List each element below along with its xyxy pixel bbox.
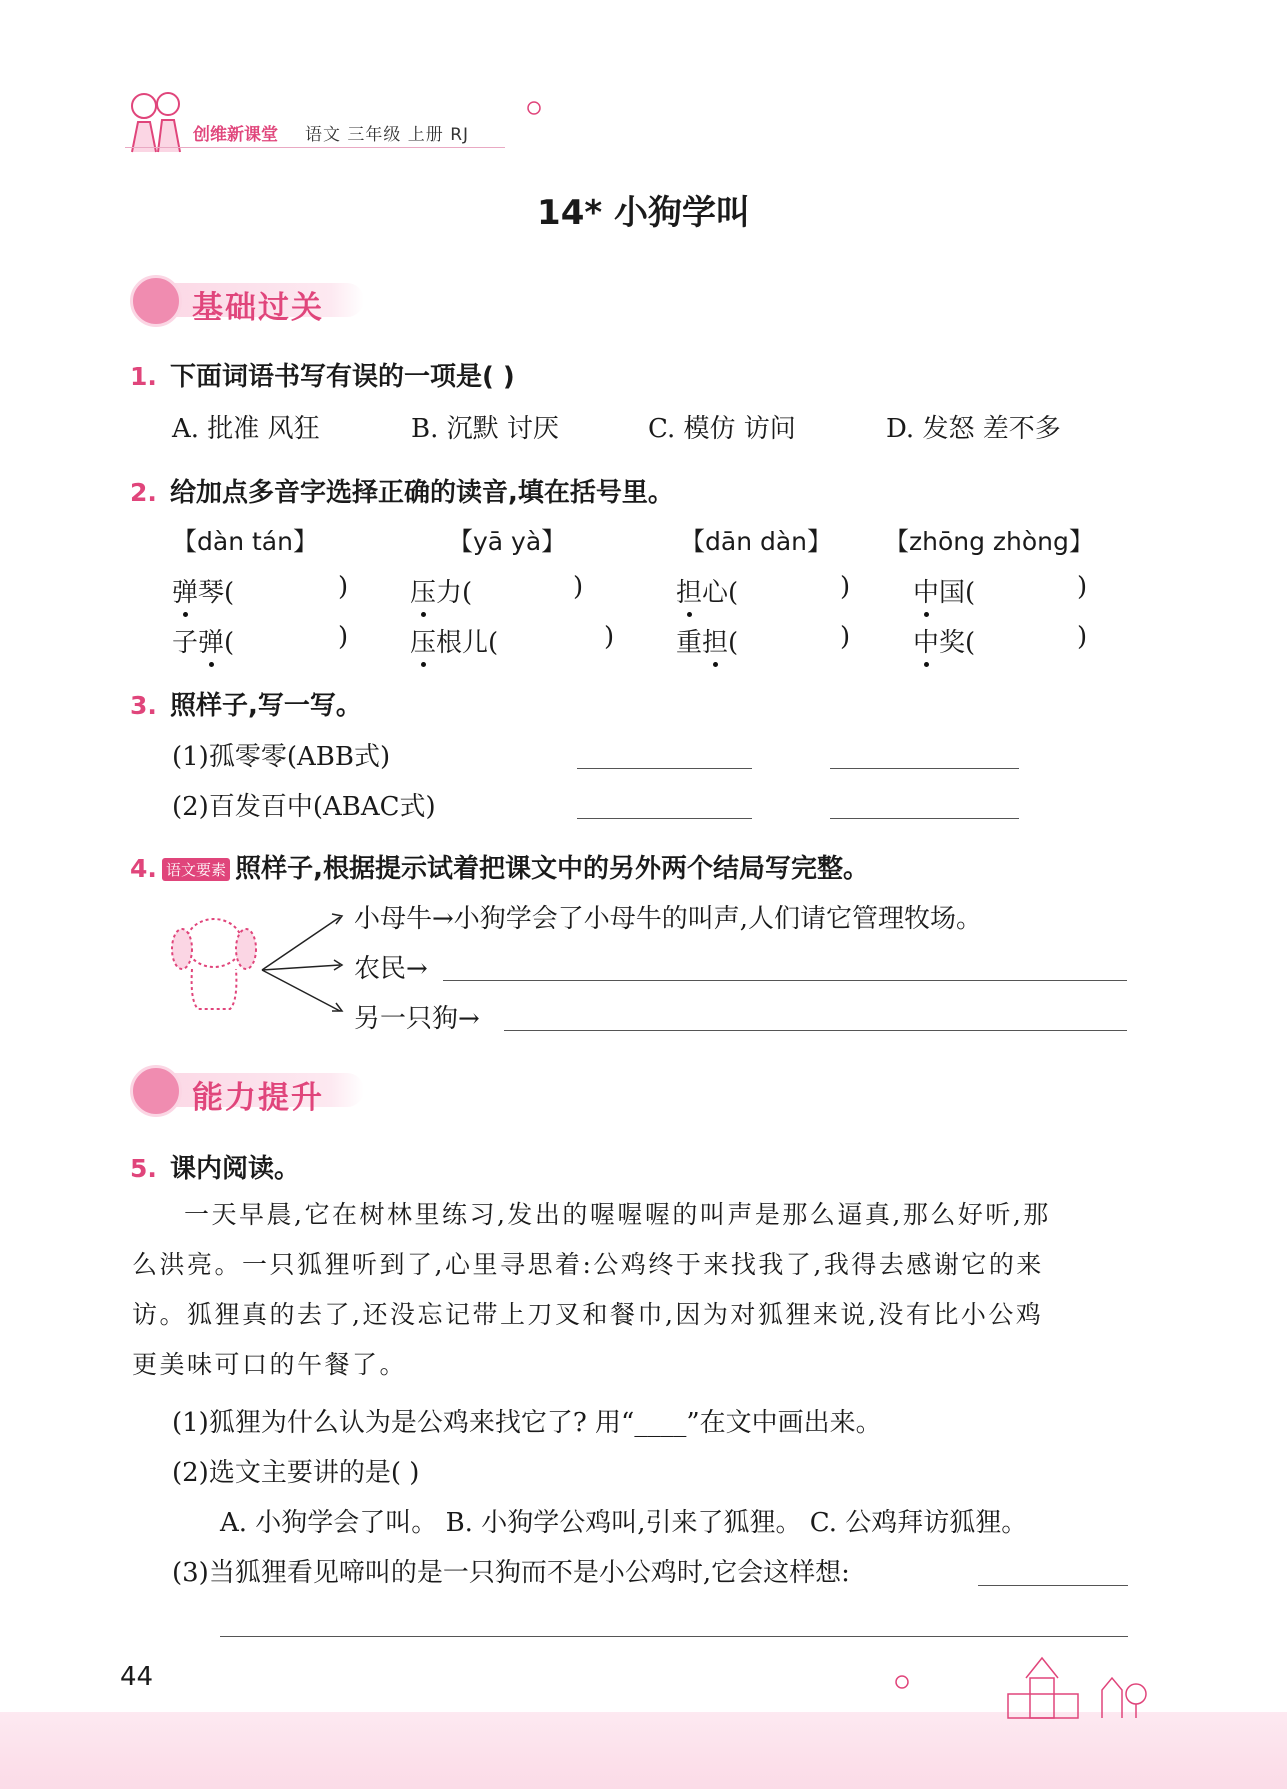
q5-sub-1: (1)狐狸为什么认为是公鸡来找它了? 用“____”在文中画出来。 [172,1408,882,1438]
ending-cow: 小母牛→小狗学会了小母牛的叫声,人们请它管理牧场。 [354,904,983,934]
question-3 [130,685,362,722]
close-paren: ) [604,622,615,652]
word-zhongjiang: 中奖( [913,622,975,659]
ending-farmer: 农民→ [354,954,428,984]
question-number: 3. [130,691,157,720]
option-a: A. 批准 风狂 [172,414,320,444]
word-yagenr: 压根儿( [410,622,498,659]
question-4 [130,848,869,885]
answer-line[interactable] [443,980,1127,981]
branch-arrows-icon [260,905,346,1015]
close-paren: ) [1077,572,1088,602]
section-title: 能力提升 [192,1080,324,1116]
close-paren: ) [338,622,349,652]
question-number: 5. [130,1154,157,1183]
question-text: 照样子,写一写。 [170,691,362,721]
section-banner-basic [130,275,390,325]
q3-item-2: (2)百发百中(ABAC式) [172,792,436,822]
close-paren: ) [840,622,851,652]
question-text: 给加点多音字选择正确的读音,填在括号里。 [170,478,674,508]
passage-line: 么洪亮。一只狐狸听到了,心里寻思着:公鸡终于来找我了,我得去感谢它的来 [132,1250,1044,1279]
question-number: 1. [130,362,157,391]
option-c: C. 模仿 访问 [648,414,796,444]
flower-icon [524,98,544,118]
question-text: 照样子,根据提示试着把课文中的另外两个结局写完整。 [235,854,869,884]
section-banner-advanced [130,1065,390,1115]
language-element-tag: 语文要素 [162,858,230,881]
pinyin-group-2: 【yā yà】 [448,527,567,556]
pinyin-group-3: 【dān dàn】 [680,527,833,556]
header-brand: 创维新课堂 [193,125,278,145]
q5-sub-3: (3)当狐狸看见啼叫的是一只狗而不是小公鸡时,它会这样想: [172,1558,850,1588]
mascot-icon [130,275,182,327]
word-tanqin: 弹琴( [172,572,234,609]
option-b: B. 沉默 讨厌 [411,414,559,444]
mascot-icon [130,1065,182,1117]
word-zidan: 子弹( [172,622,234,659]
question-number: 2. [130,478,157,507]
castle-icon [880,1650,1160,1720]
question-text: 下面词语书写有误的一项是( ) [170,362,515,392]
word-zhongdan: 重担( [676,622,738,659]
kids-logo-icon [122,86,194,154]
close-paren: ) [573,572,584,602]
word-zhongguo: 中国( [913,572,975,609]
word-danxin: 担心( [676,572,738,609]
header-divider [125,147,505,148]
option-d: D. 发怒 差不多 [886,414,1061,444]
word-yali: 压力( [410,572,472,609]
pinyin-group-1: 【dàn tán】 [172,527,318,556]
q5-sub-2-options: A. 小狗学会了叫。 B. 小狗学公鸡叫,引来了狐狸。 C. 公鸡拜访狐狸。 [220,1508,1028,1538]
answer-line[interactable] [830,818,1019,819]
close-paren: ) [840,572,851,602]
section-title: 基础过关 [192,290,324,326]
footer-band [0,1712,1287,1789]
passage-line: 更美味可口的午餐了。 [132,1350,408,1379]
answer-line[interactable] [577,818,752,819]
puppy-icon [168,905,260,1015]
passage-line: 一天早晨,它在树林里练习,发出的喔喔喔的叫声是那么逼真,那么好听,那 [184,1200,1051,1229]
answer-line[interactable] [504,1030,1127,1031]
question-number: 4. [130,854,157,883]
q5-sub-2: (2)选文主要讲的是( ) [172,1458,420,1488]
question-1 [130,356,515,393]
header-book-info: 语文 三年级 上册 RJ [305,125,470,145]
question-2 [130,472,674,509]
lesson-title: 14* 小狗学叫 [537,193,750,233]
answer-line[interactable] [830,768,1019,769]
close-paren: ) [338,572,349,602]
answer-line[interactable] [978,1585,1128,1586]
question-text: 课内阅读。 [170,1154,301,1184]
close-paren: ) [1077,622,1088,652]
reading-passage [132,1190,1132,1390]
question-5 [130,1148,300,1185]
answer-line[interactable] [577,768,752,769]
ending-other-dog: 另一只狗→ [354,1004,480,1034]
pinyin-group-4: 【zhōng zhòng】 [884,527,1094,556]
page-number: 44 [120,1662,154,1692]
q3-item-1: (1)孤零零(ABB式) [172,742,391,772]
passage-line: 访。狐狸真的去了,还没忘记带上刀叉和餐巾,因为对狐狸来说,没有比小公鸡 [132,1300,1044,1329]
answer-line[interactable] [220,1636,1128,1637]
